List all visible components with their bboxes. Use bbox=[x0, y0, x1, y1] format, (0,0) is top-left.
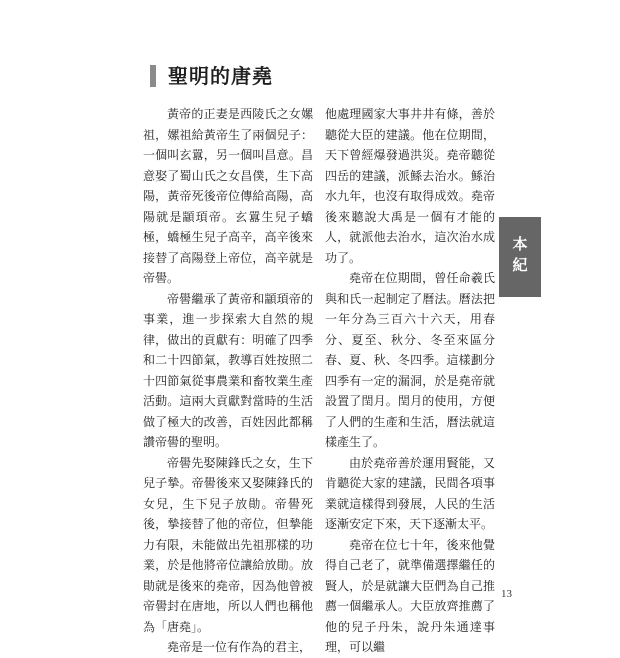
section-title: 聖明的唐堯 bbox=[168, 64, 273, 88]
chapter-side-tab bbox=[499, 217, 541, 297]
paragraph: 他處理國家大事井井有條，善於聽從大臣的建議。他在位期間，天下曾經爆發過洪災。堯帝聽從四岳的建議，派鯀去治水。鯀治水九年，也沒有取得成效。堯帝後來聽說大禹是一個有才能的人，就派他去治水，這次治水成功了。 bbox=[325, 107, 495, 265]
chapter-tab-label: 本紀 bbox=[510, 236, 529, 278]
paragraph: 堯帝在位期間，曾任命羲氏與和氏一起制定了曆法。曆法把一年分為三百六十六天，用春分、夏至、秋分、冬至來區分春、夏、秋、冬四季。這樣劃分四季有一定的漏洞，於是堯帝就設置了閏月。閏月的使用，方便了人們的生產和生活，曆法就這樣產生了。 bbox=[325, 271, 495, 449]
title-accent-bar bbox=[150, 65, 156, 87]
paragraph: 堯帝在位七十年，後來他覺得自己老了，就準備選擇繼任的賢人，於是就讓大臣們為自己推薦一個繼承人。大臣放齊推薦了他的兒子丹朱，說丹朱通達事理，可以繼 bbox=[325, 537, 495, 654]
paragraph: 帝嚳先娶陳鋒氏之女，生下兒子摯。帝嚳後來又娶陳鋒氏的女兒，生下兒子放勛。帝嚳死後，摯接替了他的帝位，但摯能力有限，未能做出先祖那樣的功業，於是他將帝位讓給放勛。放勛就是後來的堯帝，因為他曾被帝嚳封在唐地，所以人們也稱他為「唐堯」。 bbox=[143, 455, 313, 634]
paragraph: 由於堯帝善於運用賢能，又肯聽從大家的建議，民間各項事業就這樣得到發展，人民的生活逐漸安定下來，天下逐漸太平。 bbox=[325, 455, 495, 531]
right-text-column bbox=[325, 104, 495, 658]
paragraph: 堯帝是一位有作為的君主， bbox=[167, 640, 312, 654]
left-text-column bbox=[143, 104, 313, 658]
page-number: 13 bbox=[501, 588, 512, 600]
paragraph: 帝嚳繼承了黃帝和顓頊帝的事業，進一步探索大自然的規律，做出的貢獻有：明確了四季和二十四節氣，教導百姓按照二十四節氣從事農業和畜牧業生產活動。這兩大貢獻對當時的生活做了極大的改善，百姓因此都稱讚帝嚳的聖明。 bbox=[143, 291, 313, 449]
paragraph: 黃帝的正妻是西陵氏之女嫘祖，嫘祖給黃帝生了兩個兒子：一個叫玄囂，另一個叫昌意。昌意娶了蜀山氏之女昌僕，生下高陽，黃帝死後帝位傳給高陽，高陽就是顓頊帝。玄囂生兒子蟜極，蟜極生兒子高辛，高辛後來接替了高陽登上帝位，高辛就是帝嚳。 bbox=[143, 107, 313, 285]
